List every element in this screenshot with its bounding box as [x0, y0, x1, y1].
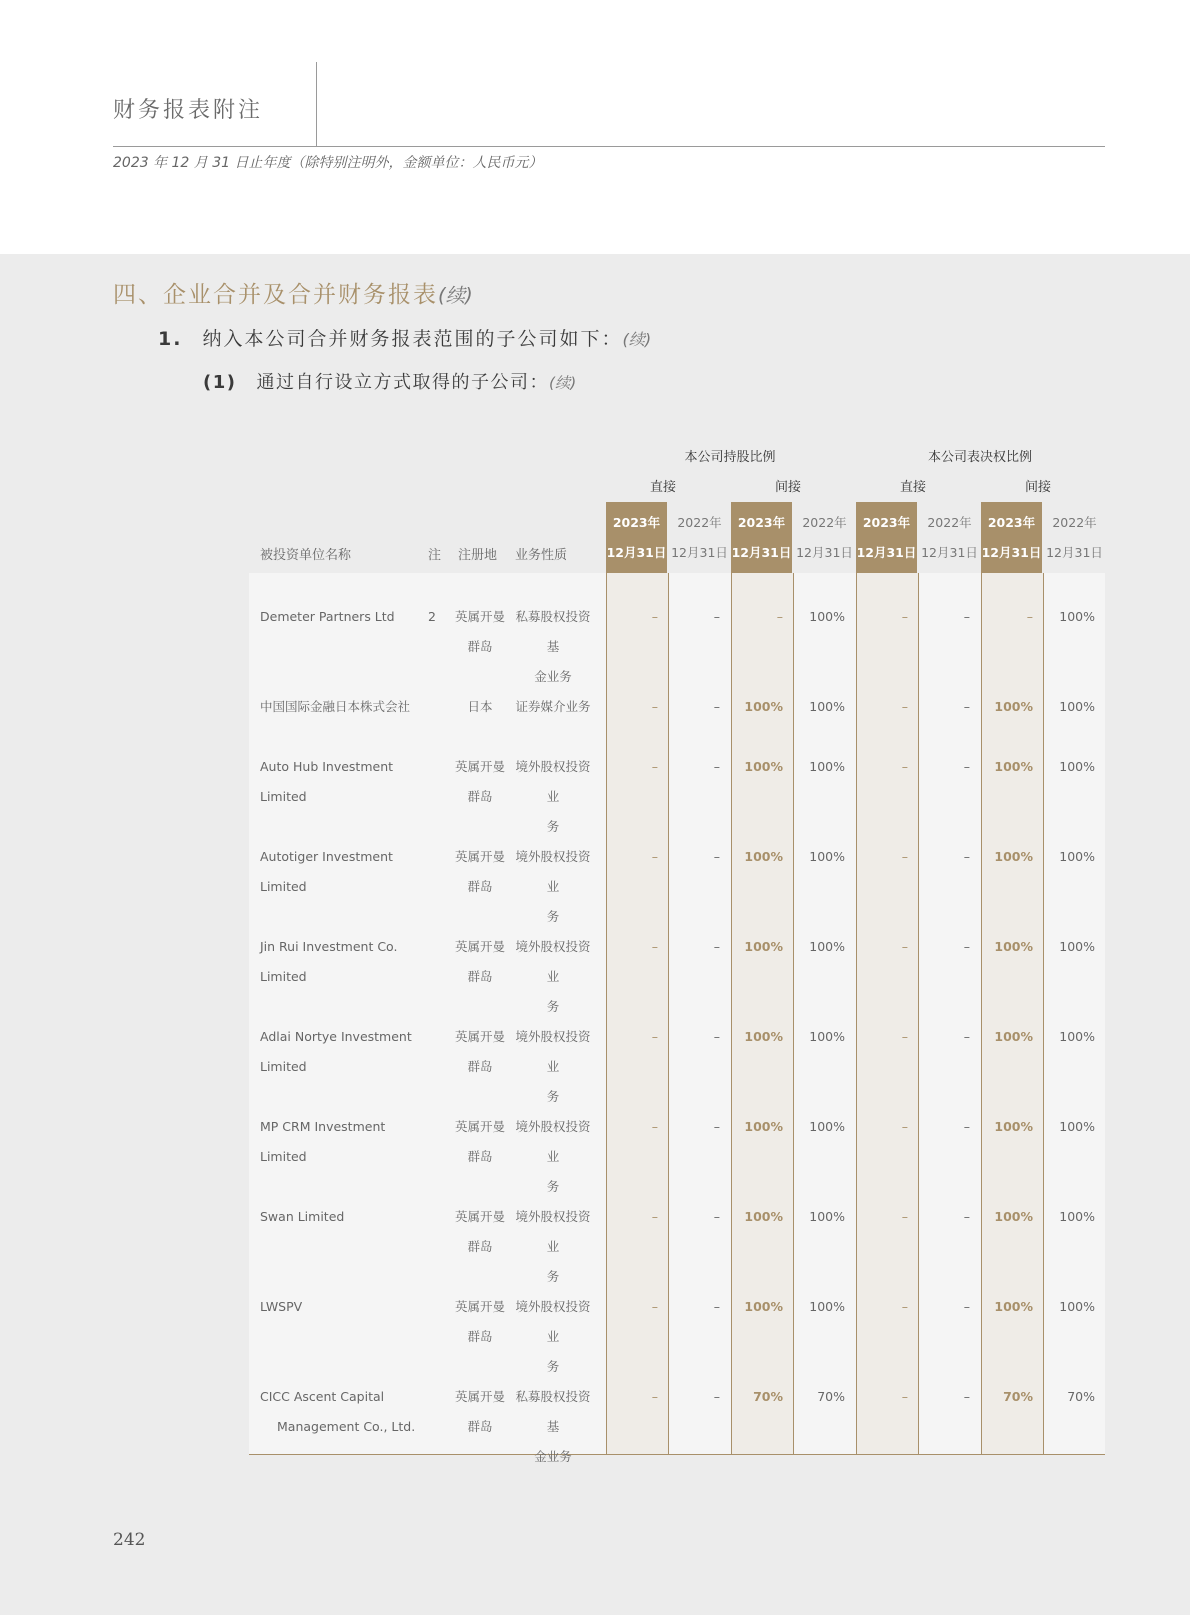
- business-nature-line: 务: [546, 909, 560, 924]
- registration-place-line: 群岛: [467, 1149, 493, 1164]
- subsection-1-cont: (续): [622, 330, 652, 349]
- header-date-2023: [606, 502, 667, 573]
- ownership-value: –: [713, 849, 720, 864]
- ownership-value: 100%: [744, 759, 783, 774]
- business-nature-line: 务: [546, 1179, 560, 1194]
- ownership-value: –: [901, 609, 908, 624]
- header-year: 2023年: [612, 514, 661, 530]
- investee-name-line: CICC Ascent Capital: [260, 1389, 385, 1404]
- ownership-value: –: [963, 699, 970, 714]
- business-nature-line: 境外股权投资业: [515, 849, 591, 894]
- page-number: 242: [113, 1530, 146, 1550]
- header-day: 12月31日: [981, 544, 1042, 560]
- header-day: 12月31日: [856, 544, 917, 560]
- ownership-value: 100%: [994, 939, 1033, 954]
- registration-place-line: 群岛: [467, 1239, 493, 1254]
- investee-name-line: Autotiger Investment Limited: [260, 849, 393, 894]
- ownership-value: 100%: [744, 1299, 783, 1314]
- ownership-value: –: [963, 939, 970, 954]
- investee-name: [260, 1292, 425, 1352]
- ownership-value: –: [651, 1299, 658, 1314]
- ownership-value: –: [713, 939, 720, 954]
- business-nature-line: 境外股权投资业: [515, 759, 591, 804]
- business-nature-line: 境外股权投资业: [515, 939, 591, 984]
- registration-place: [455, 842, 505, 902]
- subsection-1-1-number: (1): [203, 372, 237, 393]
- ownership-value: –: [901, 1029, 908, 1044]
- business-nature-line: 务: [546, 999, 560, 1014]
- note-ref: 2: [428, 609, 436, 624]
- header-year: 2022年: [1052, 514, 1097, 530]
- investee-name: [260, 1112, 425, 1202]
- ownership-value: –: [901, 759, 908, 774]
- header-holding-direct: 直接: [649, 480, 676, 495]
- header-date-2022: [1044, 502, 1105, 573]
- ownership-value: –: [901, 1389, 908, 1404]
- investee-name: [260, 842, 425, 932]
- ownership-value: –: [651, 1029, 658, 1044]
- ownership-value: 100%: [809, 1029, 845, 1044]
- ownership-value: –: [713, 1299, 720, 1314]
- subsection-1-1-text: 通过自行设立方式取得的子公司：: [256, 372, 549, 393]
- ownership-value: 100%: [744, 939, 783, 954]
- investee-name-line: Swan Limited: [260, 1209, 345, 1224]
- subsection-1-heading: [158, 324, 651, 351]
- header-voting-indirect: 间接: [1024, 480, 1051, 495]
- header-date-2022: [919, 502, 980, 573]
- header-day: 12月31日: [606, 544, 667, 560]
- investee-name: [260, 752, 425, 842]
- ownership-value: –: [713, 1029, 720, 1044]
- registration-place-line: 英属开曼: [455, 1119, 506, 1134]
- ownership-value: –: [713, 1389, 720, 1404]
- business-nature-line: 境外股权投资业: [515, 1299, 591, 1344]
- ownership-value: 100%: [1059, 1119, 1095, 1134]
- ownership-value: –: [963, 1299, 970, 1314]
- ownership-value: –: [651, 699, 658, 714]
- registration-place-line: 群岛: [467, 1059, 493, 1074]
- ownership-value: –: [651, 1209, 658, 1224]
- header-day: 12月31日: [671, 544, 728, 560]
- registration-place: [455, 1202, 505, 1262]
- investee-name: [260, 602, 425, 662]
- header-date-2023: [731, 502, 792, 573]
- ownership-value: –: [713, 1209, 720, 1224]
- business-nature: [512, 1382, 594, 1472]
- header-year: 2022年: [927, 514, 972, 530]
- section-title-cont: (续): [438, 284, 473, 307]
- header-registration-place: 注册地: [458, 548, 498, 563]
- ownership-value: 100%: [1059, 1029, 1095, 1044]
- subsection-1-number: 1.: [158, 328, 183, 350]
- ownership-value: 70%: [817, 1389, 845, 1404]
- header-voting-ratio: 本公司表决权比例: [927, 450, 1032, 465]
- header-date-2023: [856, 502, 917, 573]
- ownership-value: 100%: [1059, 849, 1095, 864]
- registration-place-line: 群岛: [467, 969, 493, 984]
- ownership-value: –: [901, 1299, 908, 1314]
- ownership-value: –: [651, 609, 658, 624]
- header-year: 2023年: [737, 514, 786, 530]
- ownership-value: 100%: [1059, 1209, 1095, 1224]
- investee-name-line: Management Co., Ltd.: [277, 1419, 416, 1434]
- investee-name: [260, 932, 425, 1022]
- running-title: 财务报表附注: [113, 98, 264, 123]
- ownership-value: 100%: [809, 699, 845, 714]
- registration-place: [455, 932, 505, 992]
- ownership-value: –: [901, 699, 908, 714]
- ownership-value: 100%: [994, 1029, 1033, 1044]
- subsection-1-1-heading: [203, 368, 576, 394]
- investee-name: [260, 692, 425, 752]
- investee-name-line: MP CRM Investment Limited: [260, 1119, 386, 1164]
- header-year: 2022年: [802, 514, 847, 530]
- ownership-value: –: [901, 939, 908, 954]
- header-year: 2023年: [987, 514, 1036, 530]
- section-title: [113, 276, 473, 309]
- header-investee-name: 被投资单位名称: [260, 548, 352, 563]
- ownership-value: –: [901, 1119, 908, 1134]
- header-year: 2023年: [862, 514, 911, 530]
- ownership-value: –: [651, 939, 658, 954]
- table-bottom-rule: [249, 1454, 1105, 1455]
- business-nature: [512, 1112, 594, 1202]
- header-date-2023: [981, 502, 1042, 573]
- business-nature-line: 务: [546, 1359, 560, 1374]
- investee-name-line: Adlai Nortye Investment Limited: [260, 1029, 412, 1074]
- ownership-value: 100%: [1059, 1299, 1095, 1314]
- ownership-value: –: [651, 849, 658, 864]
- investee-name-line: Auto Hub Investment Limited: [260, 759, 394, 804]
- business-nature-line: 金业务: [534, 1449, 572, 1464]
- investee-name: [260, 1382, 425, 1442]
- ownership-value: 100%: [809, 609, 845, 624]
- registration-place-line: 群岛: [467, 639, 493, 654]
- ownership-value: 100%: [994, 699, 1033, 714]
- business-nature: [512, 692, 594, 722]
- ownership-value: –: [963, 849, 970, 864]
- ownership-value: –: [963, 1029, 970, 1044]
- business-nature-line: 私募股权投资基: [515, 609, 591, 654]
- registration-place-line: 群岛: [467, 1419, 493, 1434]
- business-nature-line: 证券媒介业务: [515, 699, 591, 714]
- registration-place: [455, 1022, 505, 1082]
- registration-place-line: 英属开曼: [455, 939, 506, 954]
- ownership-value: –: [651, 1389, 658, 1404]
- business-nature-line: 境外股权投资业: [515, 1119, 591, 1164]
- registration-place: [455, 752, 505, 812]
- business-nature: [512, 752, 594, 842]
- business-nature: [512, 602, 594, 692]
- business-nature-line: 务: [546, 1089, 560, 1104]
- header-year: 2022年: [677, 514, 722, 530]
- header-note: 注: [428, 548, 442, 563]
- ownership-value: 100%: [809, 849, 845, 864]
- ownership-value: –: [963, 759, 970, 774]
- ownership-value: –: [651, 1119, 658, 1134]
- ownership-value: 70%: [1003, 1389, 1033, 1404]
- header-holding-ratio: 本公司持股比例: [684, 450, 776, 465]
- registration-place-line: 英属开曼: [455, 1299, 506, 1314]
- registration-place: [455, 1382, 505, 1442]
- ownership-value: 100%: [744, 1029, 783, 1044]
- registration-place-line: 日本: [467, 699, 493, 714]
- ownership-value: 100%: [809, 1209, 845, 1224]
- investee-name-line: LWSPV: [260, 1299, 303, 1314]
- ownership-value: –: [901, 1209, 908, 1224]
- registration-place-line: 英属开曼: [455, 849, 506, 864]
- header-voting-direct: 直接: [899, 480, 926, 495]
- registration-place-line: 英属开曼: [455, 1209, 506, 1224]
- investee-name: [260, 1022, 425, 1112]
- registration-place-line: 英属开曼: [455, 1389, 506, 1404]
- ownership-value: 100%: [744, 699, 783, 714]
- investee-name-line: Demeter Partners Ltd: [260, 609, 395, 624]
- business-nature-line: 境外股权投资业: [515, 1029, 591, 1074]
- registration-place-line: 英属开曼: [455, 609, 506, 624]
- ownership-value: 100%: [994, 759, 1033, 774]
- ownership-value: –: [776, 609, 783, 624]
- ownership-value: –: [963, 1389, 970, 1404]
- business-nature: [512, 1292, 594, 1382]
- ownership-value: –: [1026, 609, 1033, 624]
- registration-place-line: 英属开曼: [455, 1029, 506, 1044]
- ownership-value: –: [963, 609, 970, 624]
- ownership-value: –: [963, 1209, 970, 1224]
- business-nature: [512, 932, 594, 1022]
- section-title-text: 四、企业合并及合并财务报表: [113, 282, 438, 308]
- ownership-value: 100%: [809, 1119, 845, 1134]
- business-nature-line: 金业务: [534, 669, 572, 684]
- ownership-value: 100%: [1059, 939, 1095, 954]
- ownership-value: 70%: [753, 1389, 783, 1404]
- ownership-value: 100%: [994, 1119, 1033, 1134]
- ownership-value: –: [713, 699, 720, 714]
- header-holding-indirect: 间接: [774, 480, 801, 495]
- header-day: 12月31日: [796, 544, 853, 560]
- registration-place: [455, 602, 505, 662]
- ownership-value: 100%: [994, 849, 1033, 864]
- header-day: 12月31日: [1046, 544, 1103, 560]
- business-nature: [512, 1022, 594, 1112]
- ownership-value: 100%: [744, 1209, 783, 1224]
- registration-place: [455, 1292, 505, 1352]
- header-business-nature: 业务性质: [515, 548, 568, 563]
- investee-name-line: 中国国际金融日本株式会社: [260, 699, 411, 714]
- business-nature-line: 境外股权投资业: [515, 1209, 591, 1254]
- header-date-2022: [794, 502, 855, 573]
- ownership-value: 100%: [744, 849, 783, 864]
- ownership-value: –: [713, 759, 720, 774]
- ownership-value: 100%: [1059, 759, 1095, 774]
- ownership-value: –: [713, 609, 720, 624]
- header-day: 12月31日: [921, 544, 978, 560]
- ownership-value: 100%: [1059, 699, 1095, 714]
- ownership-value: 100%: [994, 1299, 1033, 1314]
- ownership-value: 100%: [744, 1119, 783, 1134]
- ownership-value: 100%: [809, 759, 845, 774]
- header-horizontal-rule: [113, 146, 1105, 147]
- registration-place: [455, 692, 505, 722]
- ownership-value: 100%: [994, 1209, 1033, 1224]
- business-nature-line: 私募股权投资基: [515, 1389, 591, 1434]
- business-nature: [512, 1202, 594, 1292]
- ownership-value: 100%: [809, 1299, 845, 1314]
- ownership-value: –: [901, 849, 908, 864]
- investee-name-line: Jin Rui Investment Co. Limited: [260, 939, 398, 984]
- business-nature-line: 务: [546, 1269, 560, 1284]
- registration-place-line: 英属开曼: [455, 759, 506, 774]
- registration-place-line: 群岛: [467, 789, 493, 804]
- header-date-2022: [669, 502, 730, 573]
- header-vertical-rule: [316, 62, 317, 146]
- period-note: 2023 年 12 月 31 日止年度（除特别注明外，金额单位：人民币元）: [113, 155, 543, 171]
- ownership-value: 100%: [1059, 609, 1095, 624]
- ownership-value: –: [963, 1119, 970, 1134]
- investee-name: [260, 1202, 425, 1262]
- registration-place-line: 群岛: [467, 1329, 493, 1344]
- business-nature-line: 务: [546, 819, 560, 834]
- ownership-value: –: [651, 759, 658, 774]
- ownership-value: 70%: [1067, 1389, 1095, 1404]
- header-day: 12月31日: [731, 544, 792, 560]
- business-nature: [512, 842, 594, 932]
- registration-place: [455, 1112, 505, 1172]
- page-header-area: [0, 0, 1190, 254]
- subsection-1-1-cont: (续): [548, 374, 577, 392]
- ownership-value: 100%: [809, 939, 845, 954]
- subsection-1-text: 纳入本公司合并财务报表范围的子公司如下：: [202, 328, 623, 350]
- ownership-value: –: [713, 1119, 720, 1134]
- registration-place-line: 群岛: [467, 879, 493, 894]
